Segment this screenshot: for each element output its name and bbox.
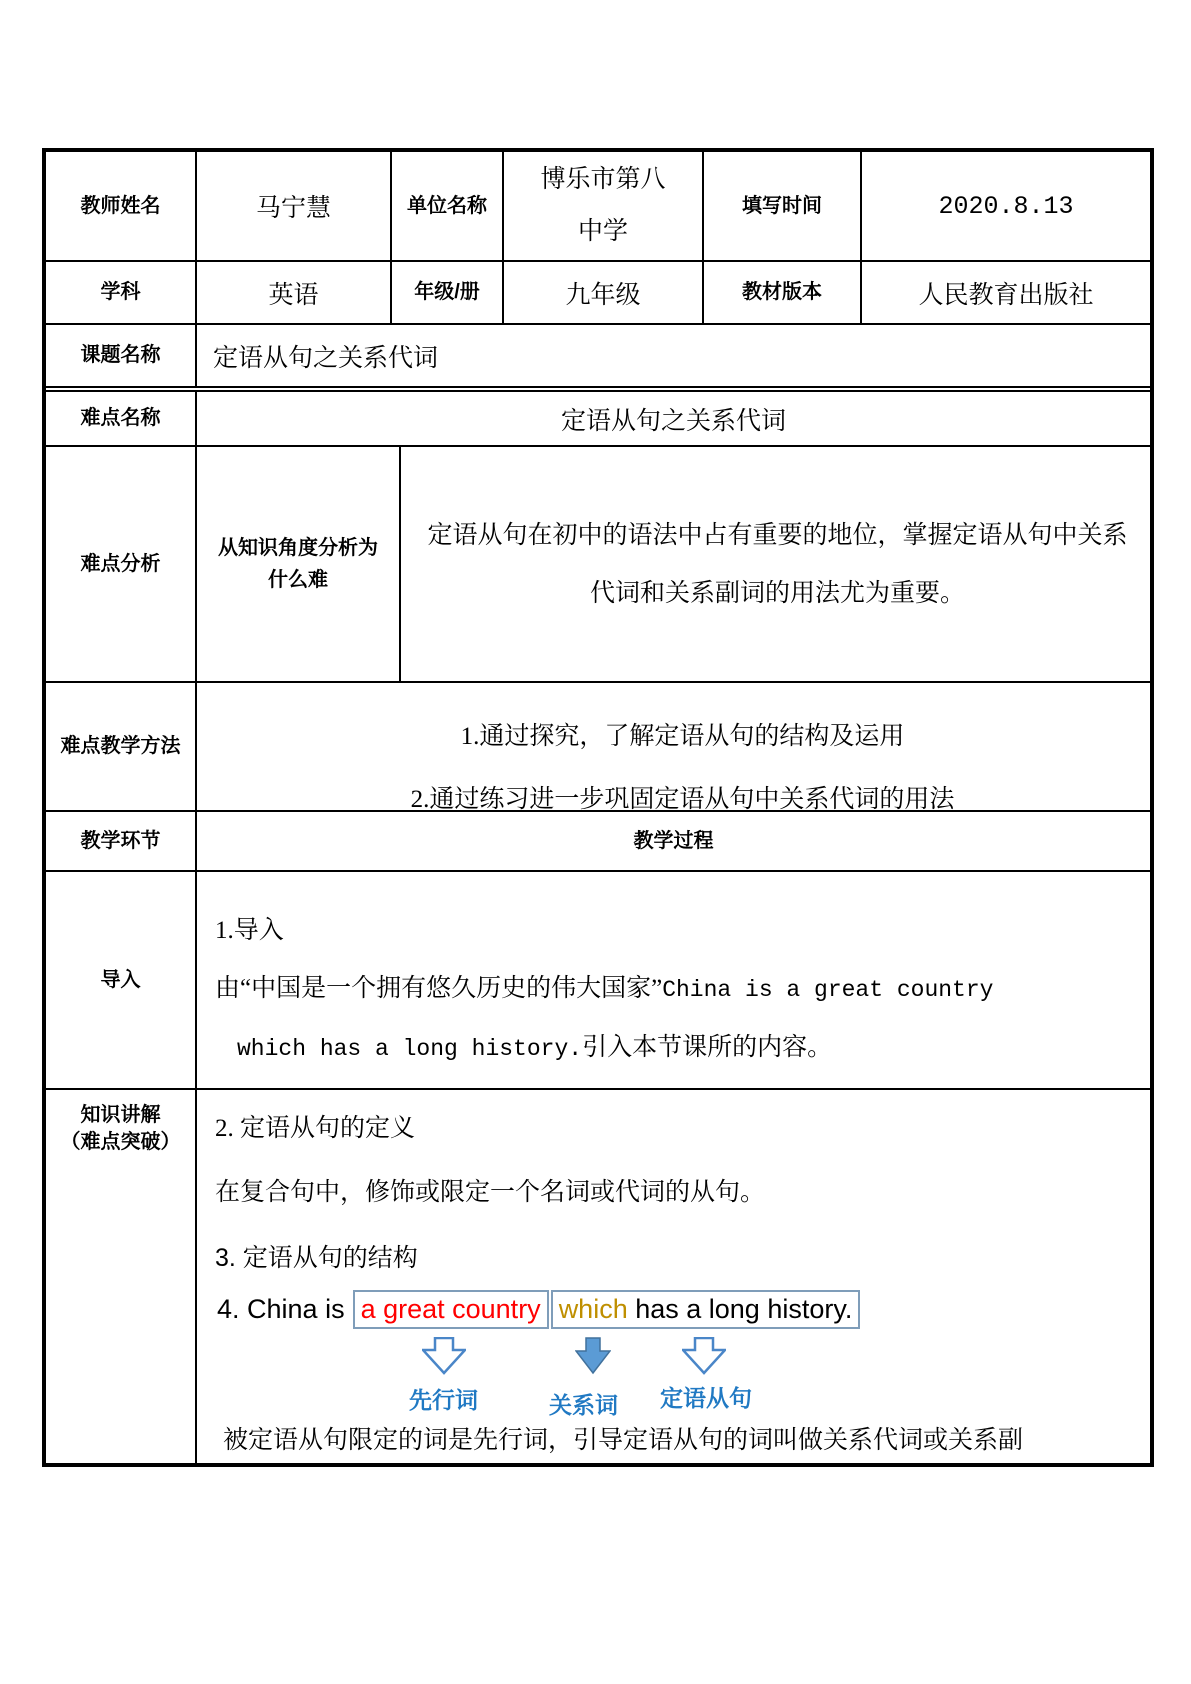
clause-rest: has a long history. bbox=[627, 1294, 853, 1324]
table-row bbox=[46, 262, 1150, 325]
teaching-method-cell bbox=[197, 683, 1150, 813]
antecedent-arrow-icon bbox=[422, 1337, 466, 1380]
textbook-value: 人民教育出版社 bbox=[918, 281, 1094, 309]
subject-label: 学科 bbox=[46, 262, 197, 323]
clause-box bbox=[551, 1290, 861, 1329]
intro-label: 导入 bbox=[46, 872, 197, 1088]
teacher-name-label: 教师姓名 bbox=[46, 152, 197, 260]
teaching-method-item-2: 2.通过练习进一步巩固定语从句中关系代词的用法 bbox=[410, 786, 955, 813]
relative-word: which bbox=[558, 1294, 628, 1324]
knowledge-label-line1: 知识讲解 bbox=[80, 1104, 161, 1126]
antecedent-label: 先行词 bbox=[409, 1387, 478, 1413]
fill-date-value: 2020.8.13 bbox=[938, 191, 1074, 221]
knowledge-label-line2: （难点突破） bbox=[60, 1131, 181, 1153]
knowledge-cell bbox=[197, 1090, 1150, 1463]
grade-value: 九年级 bbox=[504, 262, 704, 323]
antecedent-box: a great country bbox=[353, 1290, 549, 1329]
table-row bbox=[46, 447, 1150, 683]
analysis-angle-label: 从知识角度分析为什么难 bbox=[197, 447, 401, 681]
grade-label: 年级/册 bbox=[392, 262, 504, 323]
analysis-text-cell bbox=[401, 447, 1150, 681]
intro-line2-en: China is a great country bbox=[662, 977, 994, 1003]
sentence-prefix: 4. China is bbox=[217, 1294, 345, 1324]
table-row bbox=[46, 152, 1150, 262]
school-label: 单位名称 bbox=[392, 152, 504, 260]
table-row bbox=[46, 683, 1150, 812]
clause-label: 定语从句 bbox=[660, 1385, 752, 1411]
table-row bbox=[46, 1090, 1150, 1463]
difficulty-name-value: 定语从句之关系代词 bbox=[560, 406, 786, 435]
table-row bbox=[46, 872, 1150, 1090]
intro-line1: 1.导入 bbox=[215, 917, 284, 944]
topic-label: 课题名称 bbox=[46, 325, 197, 386]
teaching-method-item-1: 1.通过探究，了解定语从句的结构及运用 bbox=[460, 723, 905, 750]
knowledge-def-text: 在复合句中，修饰或限定一个名词或代词的从句。 bbox=[215, 1179, 766, 1206]
teaching-method-label: 难点教学方法 bbox=[46, 683, 197, 810]
relative-label: 关系词 bbox=[549, 1392, 618, 1418]
table-row bbox=[46, 392, 1150, 447]
intro-line2 bbox=[215, 968, 993, 1004]
example-sentence bbox=[217, 1290, 860, 1329]
stage-label: 教学环节 bbox=[46, 812, 197, 870]
textbook-label: 教材版本 bbox=[704, 262, 862, 323]
school-value: 博乐市第八中学 bbox=[504, 152, 704, 260]
subject-value: 英语 bbox=[197, 262, 392, 323]
clause-arrow-icon bbox=[682, 1337, 726, 1380]
knowledge-point3: 3. 定语从句的结构 bbox=[215, 1244, 418, 1272]
knowledge-point2: 2. 定语从句的定义 bbox=[215, 1115, 416, 1142]
analysis-text: 定语从句在初中的语法中占有重要的地位，掌握定语从句中关系代词和关系副词的用法尤为重要。 bbox=[427, 522, 1128, 607]
intro-cell bbox=[197, 872, 1150, 1088]
difficulty-analysis-label: 难点分析 bbox=[46, 447, 197, 681]
lesson-plan-table bbox=[42, 148, 1154, 1467]
fill-date-label: 填写时间 bbox=[704, 152, 862, 260]
knowledge-label bbox=[46, 1090, 197, 1463]
intro-line3-en: which has a long history. bbox=[237, 1036, 583, 1062]
intro-line2-zh: 由“中国是一个拥有悠久历史的伟大国家” bbox=[215, 975, 663, 1002]
difficulty-name-label: 难点名称 bbox=[46, 392, 197, 445]
intro-line3 bbox=[237, 1027, 832, 1063]
relative-arrow-icon bbox=[575, 1337, 611, 1380]
intro-line3-zh: 引入本节课所的内容。 bbox=[582, 1034, 833, 1061]
table-row bbox=[46, 325, 1150, 392]
knowledge-closing: 被定语从句限定的词是先行词，引导定语从句的词叫做关系代词或关系副 bbox=[223, 1427, 1024, 1454]
teacher-name-value: 马宁慧 bbox=[197, 152, 392, 260]
topic-value: 定语从句之关系代词 bbox=[213, 343, 439, 372]
stage-value: 教学过程 bbox=[633, 829, 714, 852]
